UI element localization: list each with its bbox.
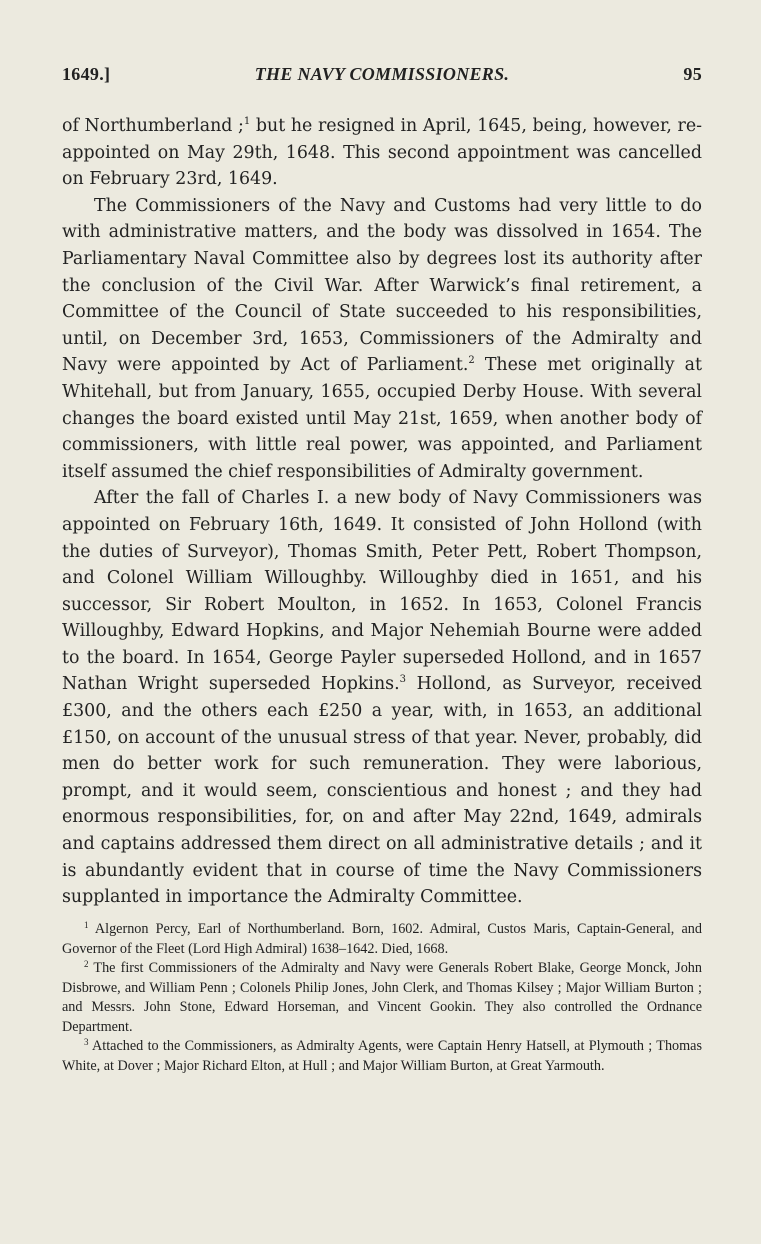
footnote-text: The first Commissioners of the Admiralty and Navy were Generals Robert Blake, George Monck, John Disbrowe, and William Penn ; Colonels Philip Jones, John Clerk, and Thomas Kilsey ; Major William Burton ; and Messrs. John Stone, Edward Horseman, and Vincent Gookin. They also controlled the Ordnance Department.	[62, 960, 702, 1035]
footnote-mark: 2	[84, 959, 89, 969]
footnote	[62, 920, 702, 959]
paragraph	[62, 113, 702, 193]
footnote-mark: 3	[84, 1037, 89, 1047]
footnote-reference: 1	[243, 116, 251, 127]
footnote-reference: 2	[468, 355, 475, 367]
body-text	[62, 113, 702, 911]
footnote	[62, 959, 702, 1037]
footnote-reference: 3	[399, 674, 406, 686]
footnotes	[62, 920, 702, 1076]
footnote-mark: 1	[84, 920, 89, 930]
page-number: 95	[683, 64, 702, 84]
footnote-text: Attached to the Commissioners, as Admiralty Agents, were Captain Henry Hatsell, at Plymouth ; Thomas White, at Dover ; Major Richard Elton, at Hull ; and Major William Burton, at Great Yarmouth.	[62, 1038, 702, 1074]
paragraph-text: of Northumberland ;	[62, 116, 244, 136]
paragraph-text: After the fall of Charles I. a new body of Navy Commissioners was appointed on February 16th, 1649. It consisted of John Hollond (with the duties of Surveyor), Thomas Smith, Peter Pett, Robert Thompson, and Colonel William Willoughby. Willoughby died in 1651, and his successor, Sir Robert Moulton, in 1652. In 1653, Colonel Francis Willoughby, Edward Hopkins, and Major Nehemiah Bourne were added to the board. In 1654, George Payler superseded Hollond, and in 1657 Nathan Wright superseded Hopkins.	[62, 488, 702, 695]
running-title: THE NAVY COMMISSIONERS.	[254, 64, 510, 84]
footnote-text: Algernon Percy, Earl of Northumberland. Born, 1602. Admiral, Custos Maris, Captain-General, and Governor of the Fleet (Lord High Admiral) 1638–1642. Died, 1668.	[62, 921, 702, 957]
paragraph-text: but he resigned in April, 1645, being, however, re-appointed on May 29th, 1648. This second appointment was cancelled on February 23rd, 1649.	[62, 116, 703, 190]
footnote	[62, 1037, 702, 1076]
paragraph-text: Hollond, as Surveyor, received £300, and the others each £250 a year, with, in 1653, an additional £150, on account of the unusual stress of that year. Never, probably, did men do better work for such remuneration. They were laborious, prompt, and it would seem, conscientious and honest ; and they had enormous responsibilities, for, on and after May 22nd, 1649, admirals and captains addressed them direct on all administrative details ; and it is abundantly evident that in course of time the Navy Commissioners supplanted in importance the Admiralty Committee.	[62, 674, 702, 908]
paragraph	[62, 485, 702, 911]
paragraph	[62, 193, 702, 486]
header-year: 1649.]	[62, 64, 111, 84]
paragraph-text: The Commissioners of the Navy and Customs had very little to do with administrative matters, and the body was dissolved in 1654. The Parliamentary Naval Committee also by degrees lost its authority after the conclusion of the Civil War. After Warwick’s final retirement, a Committee of the Council of State succeeded to his responsibilities, until, on December 3rd, 1653, Commissioners of the Admiralty and Navy were appointed by Act of Parliament.	[62, 195, 702, 376]
paragraph-text: These met originally at Whitehall, but from January, 1655, occupied Derby House. With several changes the board existed until May 21st, 1659, when another body of commissioners, with little real power, was appointed, and Parliament itself assumed the chief responsibilities of Admiralty government.	[62, 355, 702, 482]
